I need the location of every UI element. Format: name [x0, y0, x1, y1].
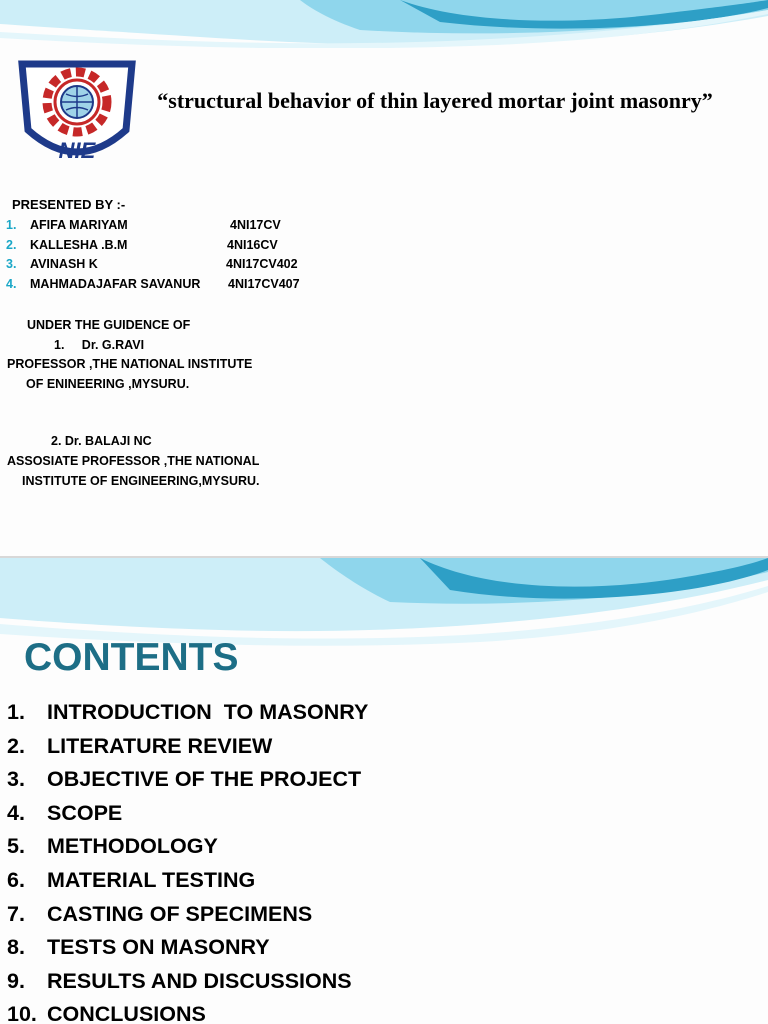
contents-item	[7, 767, 368, 801]
item-number: 2.	[7, 733, 25, 758]
member-usn: 4NI17CV	[230, 218, 281, 232]
item-number: 10.	[7, 1002, 37, 1024]
team-member-item	[6, 237, 278, 258]
item-text: CASTING OF SPECIMENS	[47, 901, 313, 926]
guide-2-institute: INSTITUTE OF ENGINEERING,MYSURU.	[22, 474, 260, 488]
item-number: 1.	[7, 700, 25, 724]
member-name: AFIFA MARIYAM	[30, 218, 128, 232]
team-member-item	[6, 276, 300, 297]
item-text: SCOPE	[47, 800, 123, 825]
item-text: METHODOLOGY	[47, 834, 218, 859]
team-members-list	[6, 218, 300, 296]
team-member-item	[6, 257, 298, 277]
contents-item	[7, 801, 368, 835]
contents-item	[7, 1002, 368, 1024]
presented-by-label: PRESENTED BY :-	[12, 197, 126, 212]
guidance-heading: UNDER THE GUIDENCE OF	[27, 318, 191, 332]
guide-2-designation: ASSOSIATE PROFESSOR ,THE NATIONAL	[7, 454, 260, 468]
guide-1-designation: PROFESSOR ,THE NATIONAL INSTITUTE	[7, 357, 253, 371]
item-number: 3.	[7, 767, 25, 792]
member-name: KALLESHA .B.M	[30, 237, 128, 252]
logo-lettering: NIE	[58, 138, 96, 163]
item-text: INTRODUCTION TO MASONRY	[47, 700, 369, 724]
contents-list	[7, 700, 368, 1024]
item-number: 9.	[7, 968, 25, 993]
contents-item	[7, 902, 368, 936]
contents-item	[7, 700, 368, 734]
member-number: 2.	[6, 237, 17, 252]
contents-item	[7, 834, 368, 868]
member-number: 4.	[6, 276, 17, 291]
team-member-item	[6, 218, 281, 238]
item-text: OBJECTIVE OF THE PROJECT	[47, 767, 362, 792]
item-number: 7.	[7, 901, 25, 926]
member-name: AVINASH K	[30, 257, 98, 272]
item-text: TESTS ON MASONRY	[47, 935, 270, 960]
item-text: CONCLUSIONS	[47, 1002, 206, 1024]
contents-item	[7, 734, 368, 768]
header-wave-decoration	[0, 0, 768, 48]
member-number: 3.	[6, 257, 17, 272]
item-number: 8.	[7, 935, 25, 960]
guide-2-name: 2. Dr. BALAJI NC	[51, 434, 152, 448]
item-text: RESULTS AND DISCUSSIONS	[47, 968, 352, 993]
contents-slide	[0, 558, 768, 1024]
header-wave-decoration	[0, 558, 768, 648]
contents-item	[7, 935, 368, 969]
contents-heading: CONTENTS	[24, 636, 239, 679]
guide-1-institute: OF ENINEERING ,MYSURU.	[26, 377, 190, 391]
item-text: LITERATURE REVIEW	[47, 733, 273, 758]
member-name: MAHMADAJAFAR SAVANUR	[30, 276, 201, 291]
item-text: MATERIAL TESTING	[47, 867, 256, 892]
presentation-title: “structural behavior of thin layered mortar joint masonry”	[157, 88, 713, 113]
contents-item	[7, 969, 368, 1003]
member-usn: 4NI17CV402	[226, 257, 298, 272]
guide-1-name: 1. Dr. G.RAVI	[54, 338, 145, 352]
nie-logo	[8, 42, 146, 170]
item-number: 5.	[7, 834, 25, 859]
member-number: 1.	[6, 218, 17, 232]
member-usn: 4NI16CV	[227, 237, 278, 252]
item-number: 4.	[7, 800, 25, 825]
item-number: 6.	[7, 867, 25, 892]
contents-item	[7, 868, 368, 902]
member-usn: 4NI17CV407	[228, 276, 300, 291]
